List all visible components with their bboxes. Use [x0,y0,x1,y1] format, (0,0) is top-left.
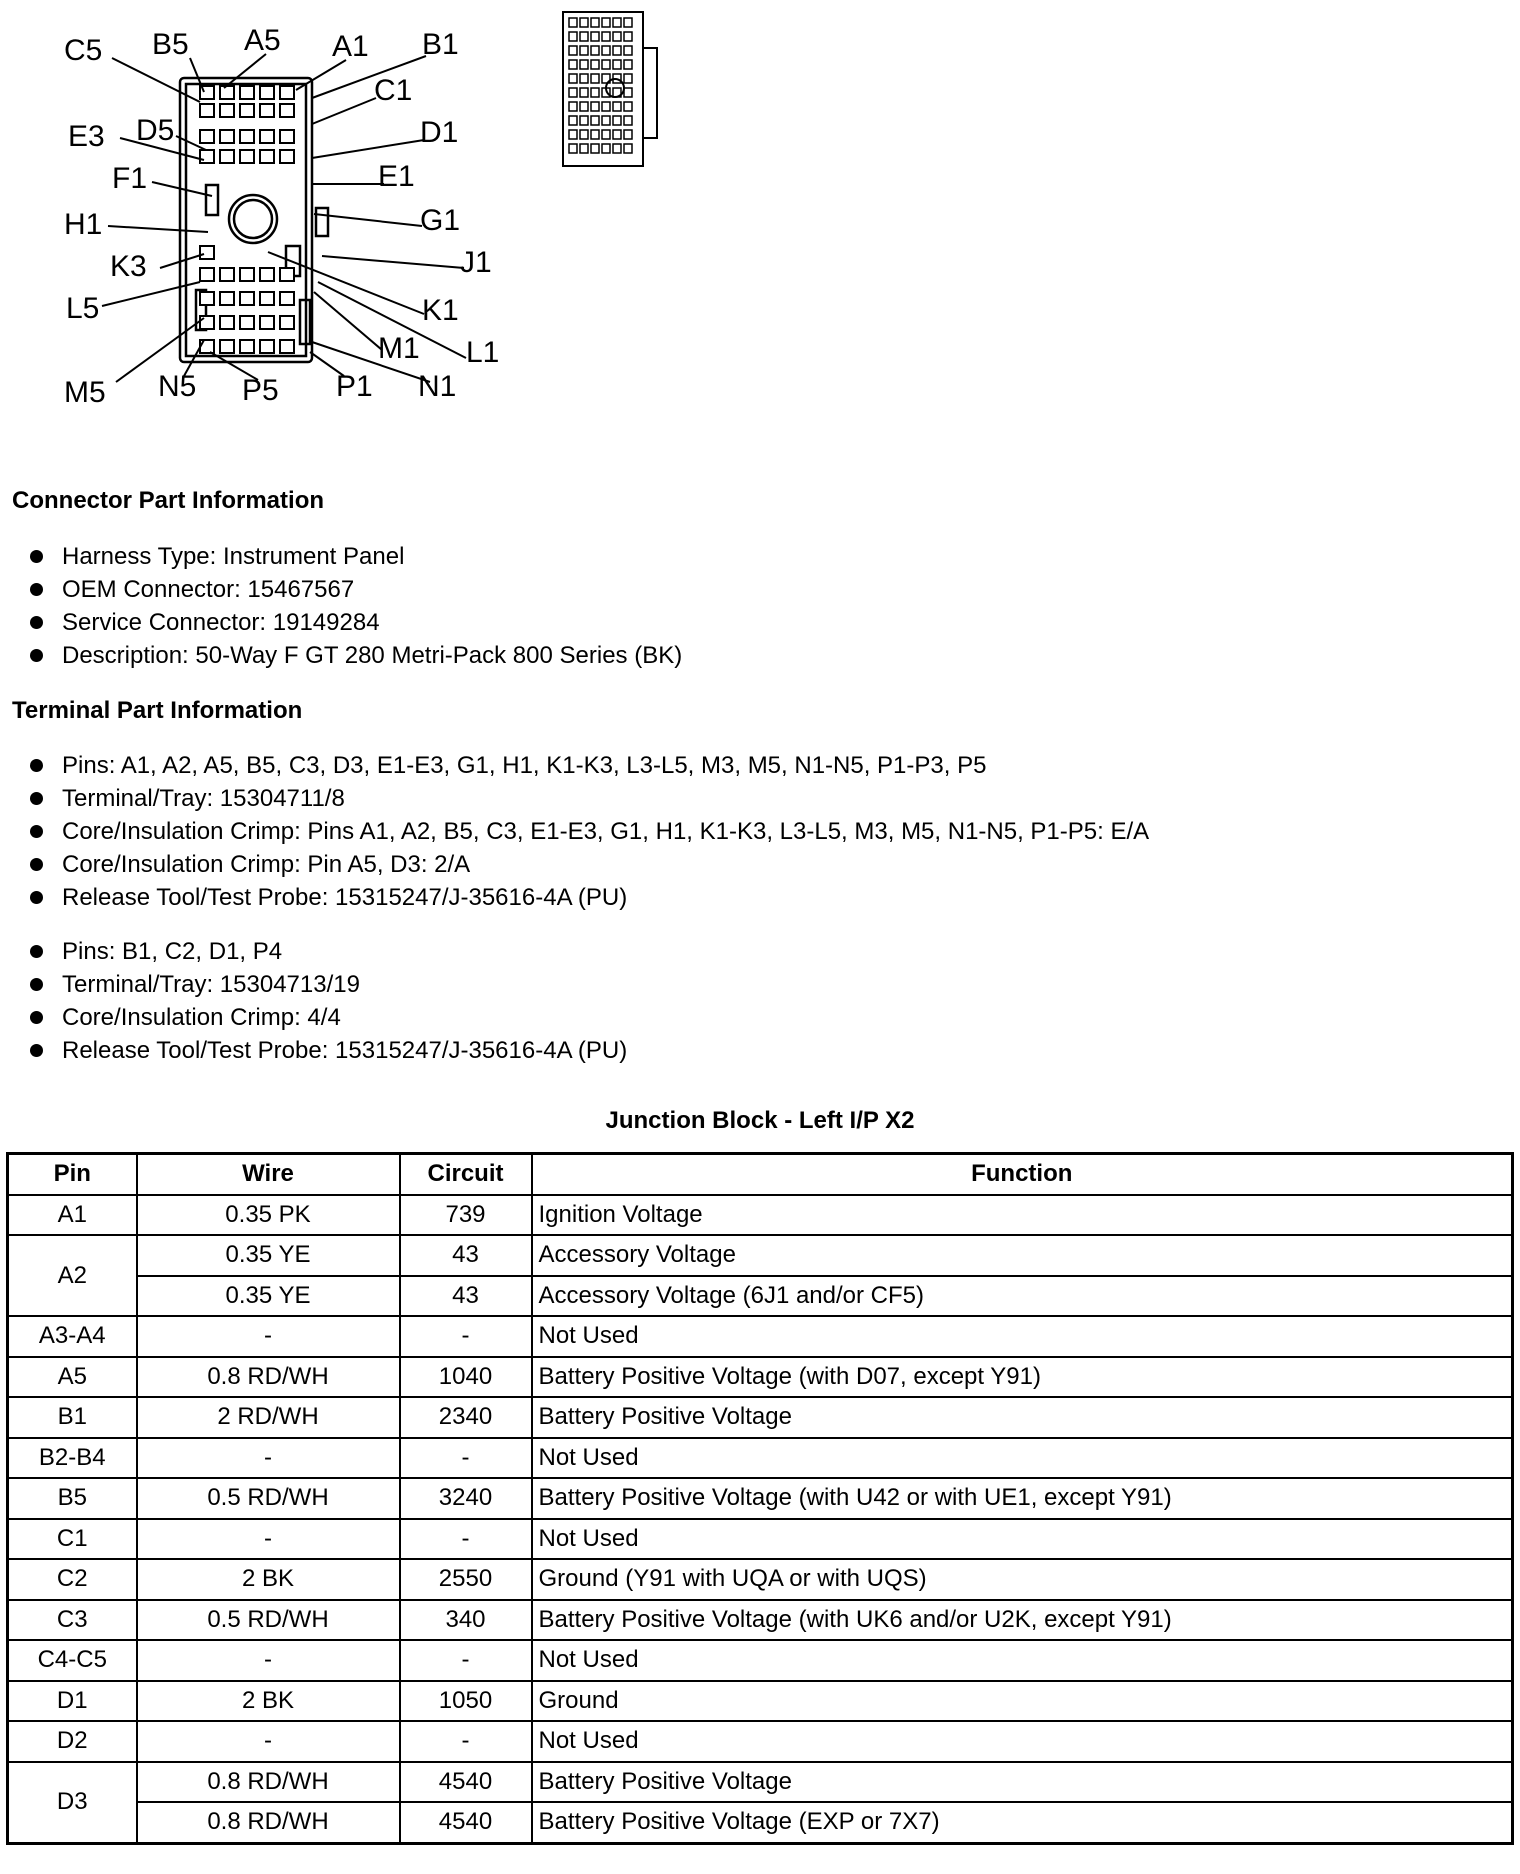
pin-cavity [220,316,234,329]
thumb-cavity [624,18,632,27]
connector-info-heading: Connector Part Information [12,487,325,514]
thumb-cavity [624,144,632,153]
thumb-cavity [580,144,588,153]
connector-side-thumbnail [555,8,665,173]
thumb-cavity [591,60,599,69]
list-item: Core/Insulation Crimp: Pins A1, A2, B5, C3, E1-E3, G1, H1, K1-K3, L3-L5, M3, M5, N1-N5, P1-P5: E/A [30,815,1149,848]
pin-cavity [240,150,254,163]
table-row [8,1559,1513,1600]
table-row [8,1681,1513,1722]
wire-cell: 0.8 RD/WH [137,1357,400,1398]
thumb-cavity [613,116,621,125]
thumb-cavity [624,130,632,139]
thumb-cavity [580,18,588,27]
thumb-cavity [591,144,599,153]
thumb-cavity [602,102,610,111]
thumb-cavity [591,18,599,27]
terminal-info-heading: Terminal Part Information [12,697,303,724]
thumb-cavity [624,88,632,97]
circuit-cell: 3240 [400,1478,532,1519]
wire-cell: 0.35 YE [137,1276,400,1317]
table-row [8,1316,1513,1357]
circuit-cell: - [400,1438,532,1479]
pin-cell: D3 [8,1762,137,1844]
function-cell: Accessory Voltage [532,1235,1513,1276]
pin-cavity [240,130,254,143]
thumb-cavity [580,74,588,83]
pin-cell: C2 [8,1559,137,1600]
thumb-cavity [624,60,632,69]
pin-cavity [220,104,234,117]
pin-cavity [220,292,234,305]
pin-cavity [260,130,274,143]
pin-cavity [260,150,274,163]
pin-label: H1 [64,208,103,241]
list-item: Release Tool/Test Probe: 15315247/J-35616-4A (PU) [30,881,1149,914]
thumb-cavity [602,18,610,27]
thumb-cavity [602,116,610,125]
pin-cell: C1 [8,1519,137,1560]
table-row [8,1600,1513,1641]
pin-label: E1 [378,160,415,193]
circuit-cell: 1040 [400,1357,532,1398]
pin-cavity [220,268,234,281]
function-cell: Ignition Voltage [532,1195,1513,1236]
pin-cavity [280,104,294,117]
circuit-cell: 2550 [400,1559,532,1600]
thumb-cavity [569,74,577,83]
function-cell: Battery Positive Voltage (with D07, except Y91) [532,1357,1513,1398]
pin-label: F1 [112,162,148,195]
thumb-cavity [591,102,599,111]
column-header-circuit: Circuit [400,1154,532,1195]
pin-cell: B5 [8,1478,137,1519]
function-cell: Not Used [532,1316,1513,1357]
wire-cell: 0.8 RD/WH [137,1762,400,1803]
thumb-cavity [624,74,632,83]
thumb-cavity [602,32,610,41]
wire-cell: - [137,1640,400,1681]
thumb-cavity [569,116,577,125]
column-header-wire: Wire [137,1154,400,1195]
pin-cell: A2 [8,1235,137,1316]
wire-cell: 0.35 YE [137,1235,400,1276]
wire-cell: 0.35 PK [137,1195,400,1236]
pin-label: P5 [242,374,279,407]
list-item: Description: 50-Way F GT 280 Metri-Pack 800 Series (BK) [30,639,682,672]
list-item: OEM Connector: 15467567 [30,573,682,606]
pin-cell: D2 [8,1721,137,1762]
circuit-cell: 2340 [400,1397,532,1438]
thumb-cavity [613,130,621,139]
connector-face-view [0,0,560,420]
thumb-cavity [569,102,577,111]
pin-label: L5 [66,292,100,325]
table-title: Junction Block - Left I/P X2 [605,1107,915,1134]
thumb-cavity [613,32,621,41]
wire-cell: 0.8 RD/WH [137,1802,400,1843]
table-row [8,1438,1513,1479]
function-cell: Battery Positive Voltage [532,1397,1513,1438]
circuit-cell: - [400,1316,532,1357]
thumb-cavity [591,88,599,97]
thumb-cavity [580,46,588,55]
pin-cavity [240,316,254,329]
circuit-cell: - [400,1721,532,1762]
pin-label: D1 [420,116,459,149]
wire-cell: - [137,1316,400,1357]
pin-label: N1 [418,370,457,403]
thumb-cavity [580,116,588,125]
pin-label: K3 [110,250,147,283]
pin-cavity [240,268,254,281]
column-header-pin: Pin [8,1154,137,1195]
pin-cavity [240,104,254,117]
pin-cell: A3-A4 [8,1316,137,1357]
pin-cavity [200,150,214,163]
thumb-cavity [569,18,577,27]
terminal-info-list-2 [30,935,627,1067]
pin-cell: C3 [8,1600,137,1641]
pin-cavity [200,292,214,305]
pin-cavity [220,150,234,163]
pin-cell: C4-C5 [8,1640,137,1681]
pin-label: A5 [244,24,281,57]
thumb-cavity [624,102,632,111]
wire-cell: 2 BK [137,1681,400,1722]
circuit-cell: 4540 [400,1802,532,1843]
pin-label: B1 [422,28,459,61]
pin-cell: B1 [8,1397,137,1438]
pin-label: B5 [152,28,189,61]
thumb-cavity [591,130,599,139]
pin-cavity [220,340,234,353]
pin-label: N5 [158,370,197,403]
thumb-cavity [602,130,610,139]
thumb-cavity [602,144,610,153]
thumb-cavity [602,60,610,69]
thumb-cavity [580,102,588,111]
pin-cavity [240,340,254,353]
wire-cell: 2 RD/WH [137,1397,400,1438]
thumb-cavity [591,116,599,125]
pin-label: C1 [374,74,413,107]
function-cell: Battery Positive Voltage [532,1762,1513,1803]
pin-cavity [200,268,214,281]
thumb-cavity [591,74,599,83]
wire-cell: 0.5 RD/WH [137,1478,400,1519]
circuit-cell: 1050 [400,1681,532,1722]
list-item: Pins: A1, A2, A5, B5, C3, D3, E1-E3, G1, H1, K1-K3, L3-L5, M3, M5, N1-N5, P1-P3, P5 [30,749,1149,782]
wire-cell: - [137,1519,400,1560]
circuit-cell: 43 [400,1276,532,1317]
wire-cell: 2 BK [137,1559,400,1600]
table-row [8,1276,1513,1317]
pin-label: J1 [460,246,492,279]
function-cell: Not Used [532,1438,1513,1479]
list-item: Service Connector: 19149284 [30,606,682,639]
function-cell: Not Used [532,1640,1513,1681]
list-item: Core/Insulation Crimp: Pin A5, D3: 2/A [30,848,1149,881]
pin-cell: A5 [8,1357,137,1398]
thumb-cavity [624,32,632,41]
thumb-cavity [580,130,588,139]
table-row [8,1519,1513,1560]
wire-cell: 0.5 RD/WH [137,1600,400,1641]
pin-cavity [260,292,274,305]
pin-cavity [200,316,214,329]
terminal-info-list-1 [30,749,1149,914]
pin-cavity [200,246,214,259]
table-row [8,1397,1513,1438]
function-cell: Battery Positive Voltage (with UK6 and/or U2K, except Y91) [532,1600,1513,1641]
pin-label: M5 [64,376,106,409]
pin-cell: B2-B4 [8,1438,137,1479]
table-row [8,1235,1513,1276]
function-cell: Battery Positive Voltage (with U42 or with UE1, except Y91) [532,1478,1513,1519]
table-header-row [8,1154,1513,1195]
circuit-cell: 43 [400,1235,532,1276]
function-cell: Ground (Y91 with UQA or with UQS) [532,1559,1513,1600]
thumb-cavity [613,60,621,69]
function-cell: Battery Positive Voltage (EXP or 7X7) [532,1802,1513,1843]
pin-cavity [240,292,254,305]
table-row [8,1721,1513,1762]
table-row [8,1478,1513,1519]
pin-cavity [280,150,294,163]
pin-cavity [260,86,274,99]
circuit-cell: 4540 [400,1762,532,1803]
function-cell: Not Used [532,1519,1513,1560]
pin-cavity [280,268,294,281]
pin-cavity [200,104,214,117]
connector-diagram [0,0,760,430]
thumb-cavity [602,46,610,55]
circuit-cell: - [400,1519,532,1560]
thumb-cavity [613,144,621,153]
pin-label: A1 [332,30,369,63]
table-row [8,1762,1513,1803]
table-row [8,1195,1513,1236]
connector-info-list [30,540,682,672]
pin-cavity [280,340,294,353]
thumb-cavity [613,102,621,111]
pin-cavity [200,130,214,143]
pin-cell: D1 [8,1681,137,1722]
pin-cavity [260,104,274,117]
thumb-cavity [580,60,588,69]
thumb-cavity [569,32,577,41]
pin-label: M1 [378,332,420,365]
wire-cell: - [137,1438,400,1479]
thumb-cavity [613,46,621,55]
table-row [8,1357,1513,1398]
list-item: Terminal/Tray: 15304713/19 [30,968,627,1001]
wire-cell: - [137,1721,400,1762]
pin-label: C5 [64,34,103,67]
thumb-cavity [569,46,577,55]
column-header-function: Function [532,1154,1513,1195]
thumb-cavity [613,18,621,27]
pin-label: P1 [336,370,373,403]
thumb-cavity [569,88,577,97]
function-cell: Ground [532,1681,1513,1722]
pin-cavity [280,86,294,99]
list-item: Terminal/Tray: 15304711/8 [30,782,1149,815]
pin-cavity [280,292,294,305]
pin-cavity [220,130,234,143]
pin-cavity [220,86,234,99]
pin-label: D5 [136,114,175,147]
function-cell: Not Used [532,1721,1513,1762]
pin-cavity [280,316,294,329]
pin-table [6,1152,1514,1845]
list-item: Core/Insulation Crimp: 4/4 [30,1001,627,1034]
thumb-cavity [569,60,577,69]
thumb-cavity [624,46,632,55]
thumb-cavity [580,32,588,41]
pin-cavity [260,316,274,329]
thumb-cavity [591,32,599,41]
pin-cavity [240,86,254,99]
table-row [8,1640,1513,1681]
pin-cavity [260,340,274,353]
thumb-cavity [624,116,632,125]
pin-cavity [280,130,294,143]
list-item: Release Tool/Test Probe: 15315247/J-35616-4A (PU) [30,1034,627,1067]
circuit-cell: - [400,1640,532,1681]
circuit-cell: 340 [400,1600,532,1641]
table-row [8,1802,1513,1843]
circuit-cell: 739 [400,1195,532,1236]
list-item: Pins: B1, C2, D1, P4 [30,935,627,968]
function-cell: Accessory Voltage (6J1 and/or CF5) [532,1276,1513,1317]
thumb-cavity [569,130,577,139]
pin-label: K1 [422,294,459,327]
pin-label: L1 [466,336,500,369]
thumb-cavity [591,46,599,55]
pin-cell: A1 [8,1195,137,1236]
pin-label: E3 [68,120,105,153]
thumb-cavity [580,88,588,97]
thumb-cavity [569,144,577,153]
pin-cavity [260,268,274,281]
pin-label: G1 [420,204,461,237]
list-item: Harness Type: Instrument Panel [30,540,682,573]
